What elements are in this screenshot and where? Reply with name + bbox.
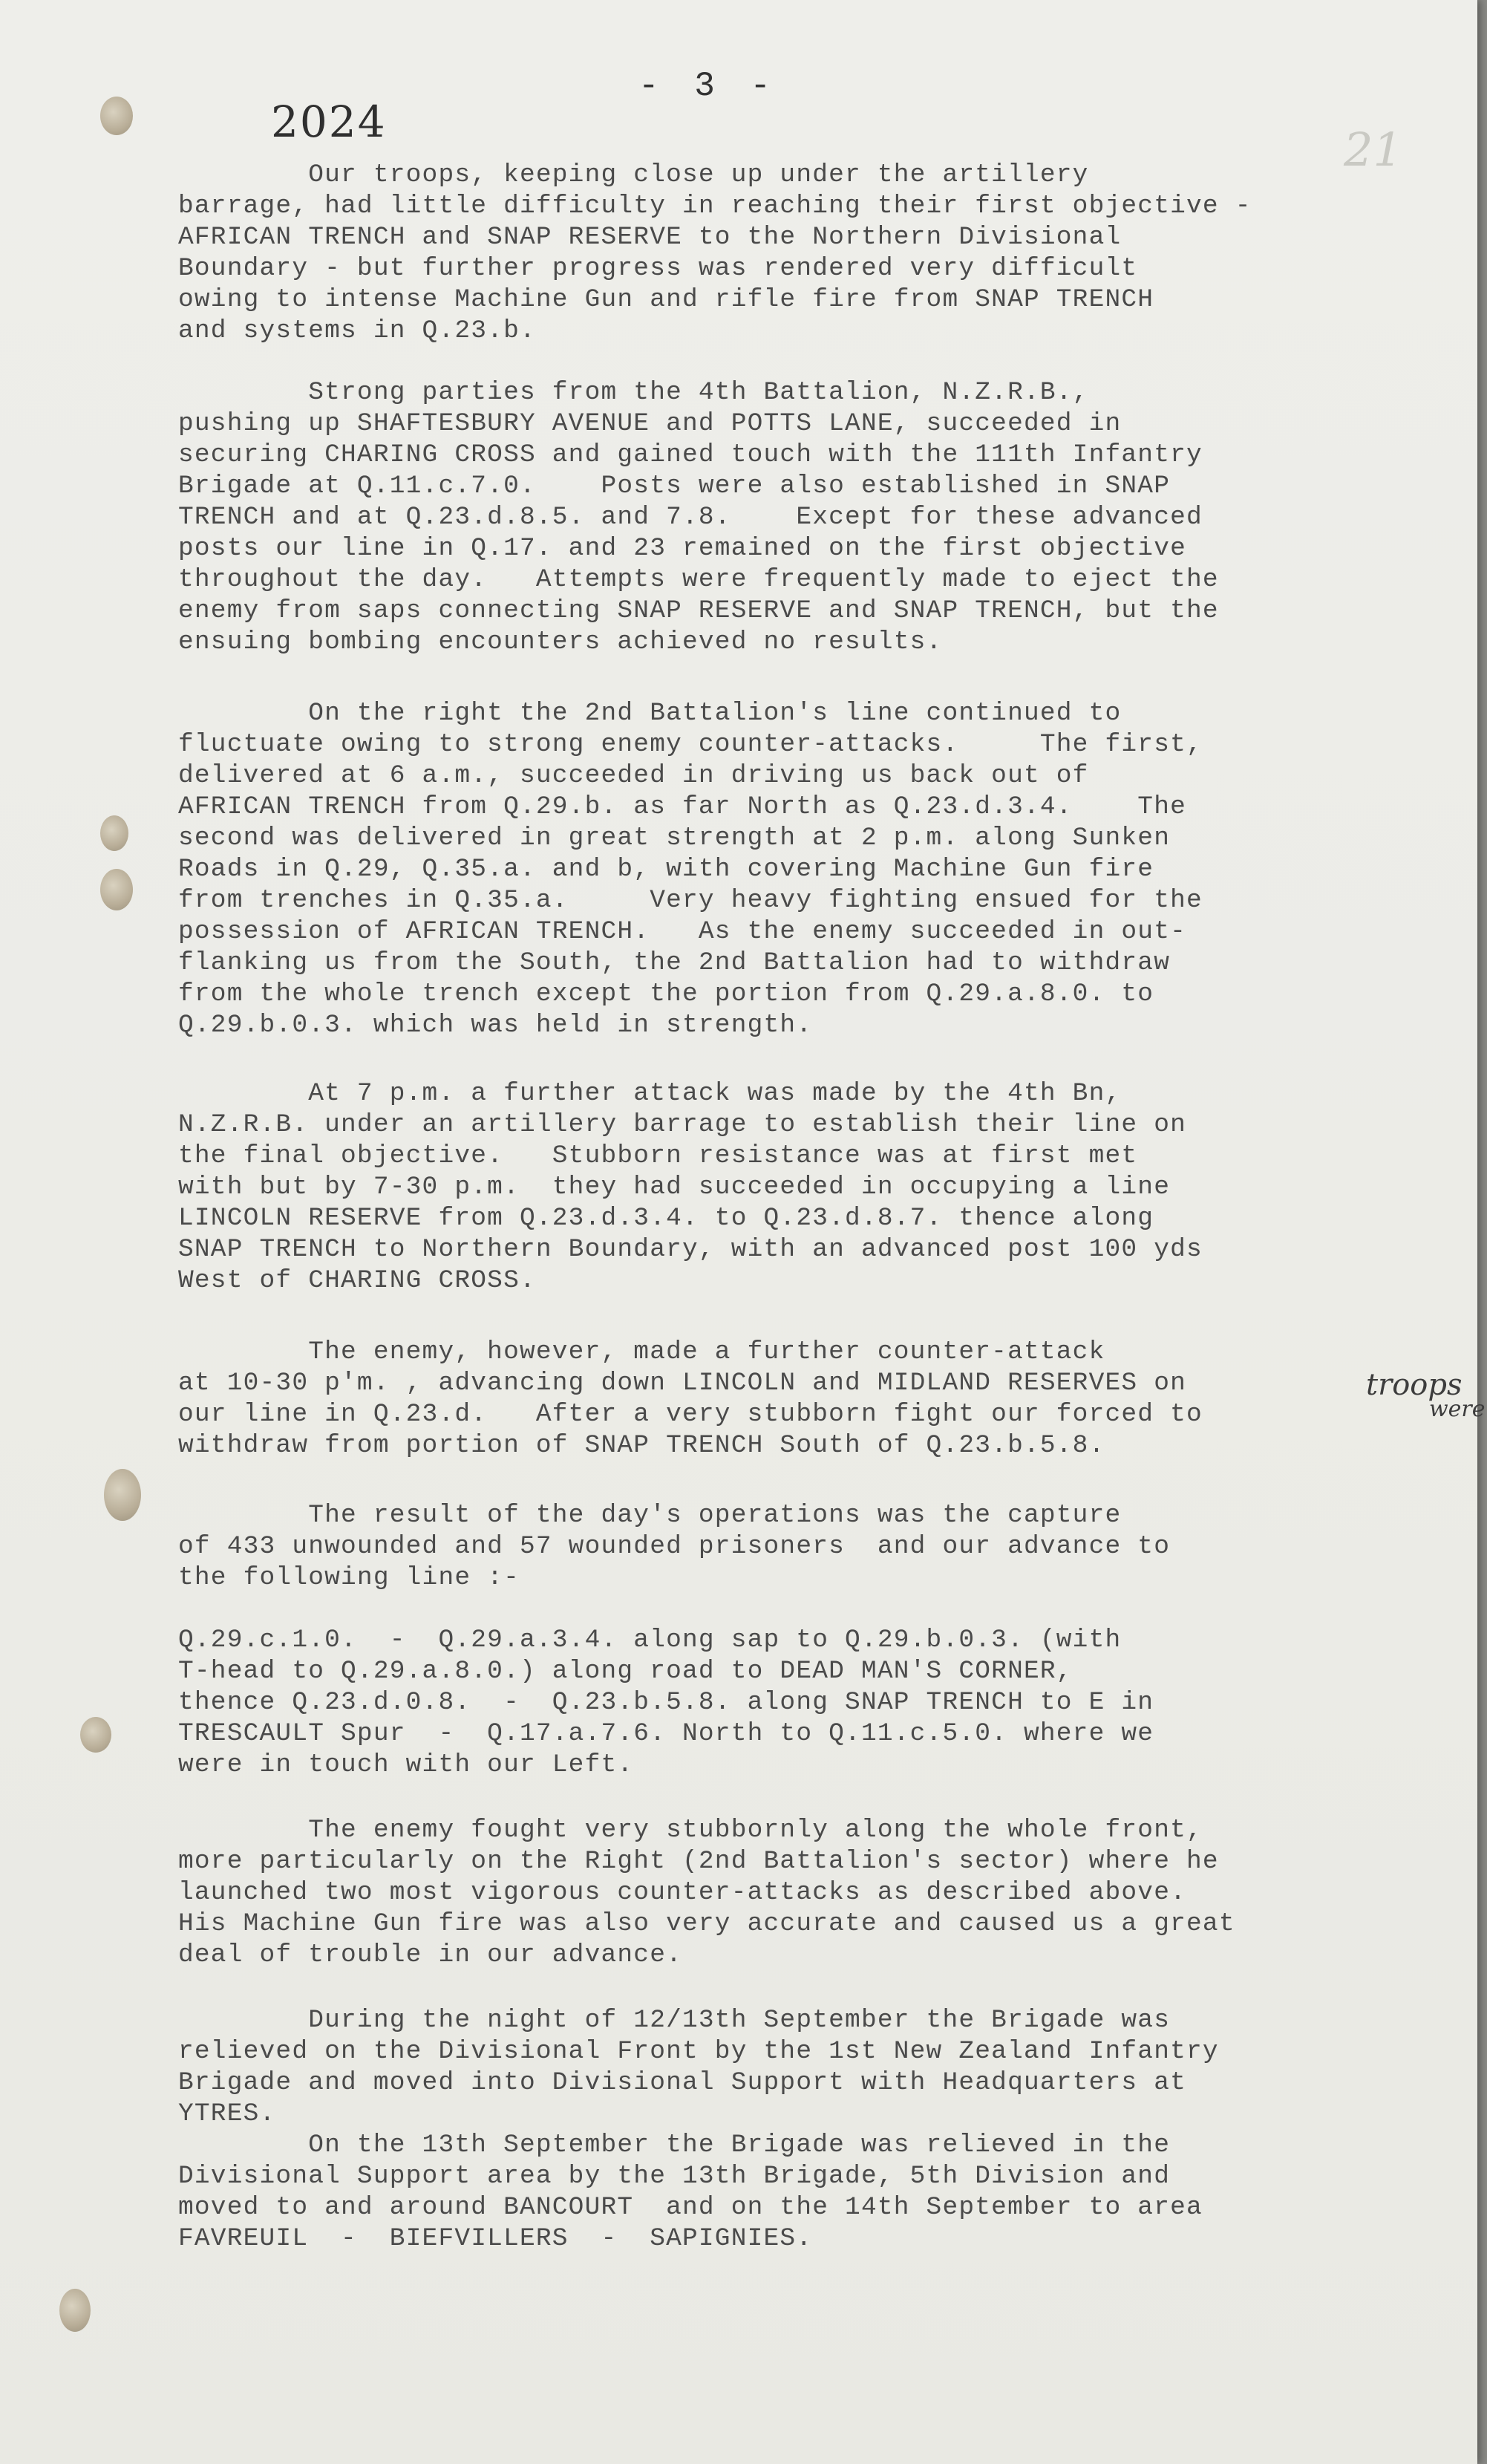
page-number: - 3 - — [638, 67, 779, 105]
paragraph-line-description: Q.29.c.1.0. - Q.29.a.3.4. along sap to Q.29.b.0.3. (with T-head to Q.29.a.8.0.) along road to DEAD MAN'S CORNER, thence Q.23.d.0.8. - Q.23.b.5.8. along SNAP TRENCH to E in TRESCAULT Spur - Q.17.a.7.6. North to Q.11.c.5.0. where we were in touch with our Left. — [178, 1626, 1154, 1779]
handwritten-note-line2: were — [1429, 1396, 1486, 1422]
handwritten-note-continued — [1429, 1396, 1486, 1422]
paragraph-further-counter-attack: The enemy, however, made a further counter-attack at 10-30 p'm. , advancing down LINCOLN and MIDLAND RESERVES on our line in Q.23.d. After a very stubborn fight our forced to withdraw from portion of SNAP TRENCH South of Q.23.b.5.8. — [178, 1337, 1203, 1460]
punch-hole — [100, 869, 133, 910]
paragraph-charing-cross: Strong parties from the 4th Battalion, N.Z.R.B., pushing up SHAFTESBURY AVENUE and POTTS LANE, succeeded in securing CHARING CROSS and gained touch with the 111th Infantry Brigade at Q.11.c.7.0. Posts were also established in SNAP TRENCH and at Q.23.d.8.5. and 7.8. Except for these advanced posts our line in Q.17. and 23 remained on the first objective throughout the day. Attempts were frequently made to eject the enemy from saps connecting SNAP RESERVE and SNAP TRENCH, but the ensuing bombing encounters achieved no results. — [178, 378, 1219, 656]
document-number: 2024 — [271, 97, 387, 147]
paragraph-final-objective: At 7 p.m. a further attack was made by the 4th Bn, N.Z.R.B. under an artillery barrage to establish their line on the final objective. Stubborn resistance was at first met with but by 7-30 p.m. they had succeeded in occupying a line LINCOLN RESERVE from Q.23.d.3.4. to Q.23.d.8.7. thence along SNAP TRENCH to Northern Boundary, with an advanced post 100 yds West of CHARING CROSS. — [178, 1079, 1203, 1295]
paragraph-first-objective: Our troops, keeping close up under the artillery barrage, had little difficulty in reaching their first objective - AFRICAN TRENCH and SNAP RESERVE to the Northern Divisional Boundary - but further progress was rendered very difficult owing to intense Machine Gun and rifle fire from SNAP TRENCH and systems in Q.23.b. — [178, 160, 1252, 345]
paragraph-relief-13th: On the 13th September the Brigade was relieved in the Divisional Support area by the 13th Brigade, 5th Division and moved to and around BANCOURT and on the 14th September to area FAVREUIL - BIEFVILLERS - SAPIGNIES. — [178, 2131, 1203, 2253]
punch-hole — [80, 1717, 111, 1753]
paragraph-result: The result of the day's operations was the capture of 433 unwounded and 57 wounded prisoners and our advance to the following line :- — [178, 1501, 1171, 1592]
paragraph-enemy-resistance: The enemy fought very stubbornly along the whole front, more particularly on the Right (2nd Battalion's sector) where he launched two most vigorous counter-attacks as described above. His Machine Gun fire was also very accurate and caused us a great deal of trouble in our advance. — [178, 1816, 1235, 1969]
punch-hole — [104, 1469, 141, 1521]
punch-hole — [100, 815, 128, 851]
punch-hole — [100, 97, 133, 135]
handwritten-note-line1: troops — [1366, 1368, 1463, 1402]
paragraph-relief-night: During the night of 12/13th September the Brigade was relieved on the Divisional Front by the 1st New Zealand Infantry Brigade and moved into Divisional Support with Headquarters at YTRES. — [178, 2006, 1219, 2128]
paragraph-counter-attacks: On the right the 2nd Battalion's line continued to fluctuate owing to strong enemy counter-attacks. The first, delivered at 6 a.m., succeeded in driving us back out of AFRICAN TRENCH from Q.29.b. as far North as Q.23.d.3.4. The second was delivered in great strength at 2 p.m. along Sunken Roads in Q.29, Q.35.a. and b, with covering Machine Gun fire from trenches in Q.35.a. Very heavy fighting ensued for the possession of AFRICAN TRENCH. As the enemy succeeded in out- flanking us from the South, the 2nd Battalion had to withdraw from the whole trench except the portion from Q.29.a.8.0. to Q.29.b.0.3. which was held in strength. — [178, 699, 1203, 1040]
folio-number: 21 — [1344, 123, 1402, 177]
punch-hole — [59, 2289, 91, 2332]
